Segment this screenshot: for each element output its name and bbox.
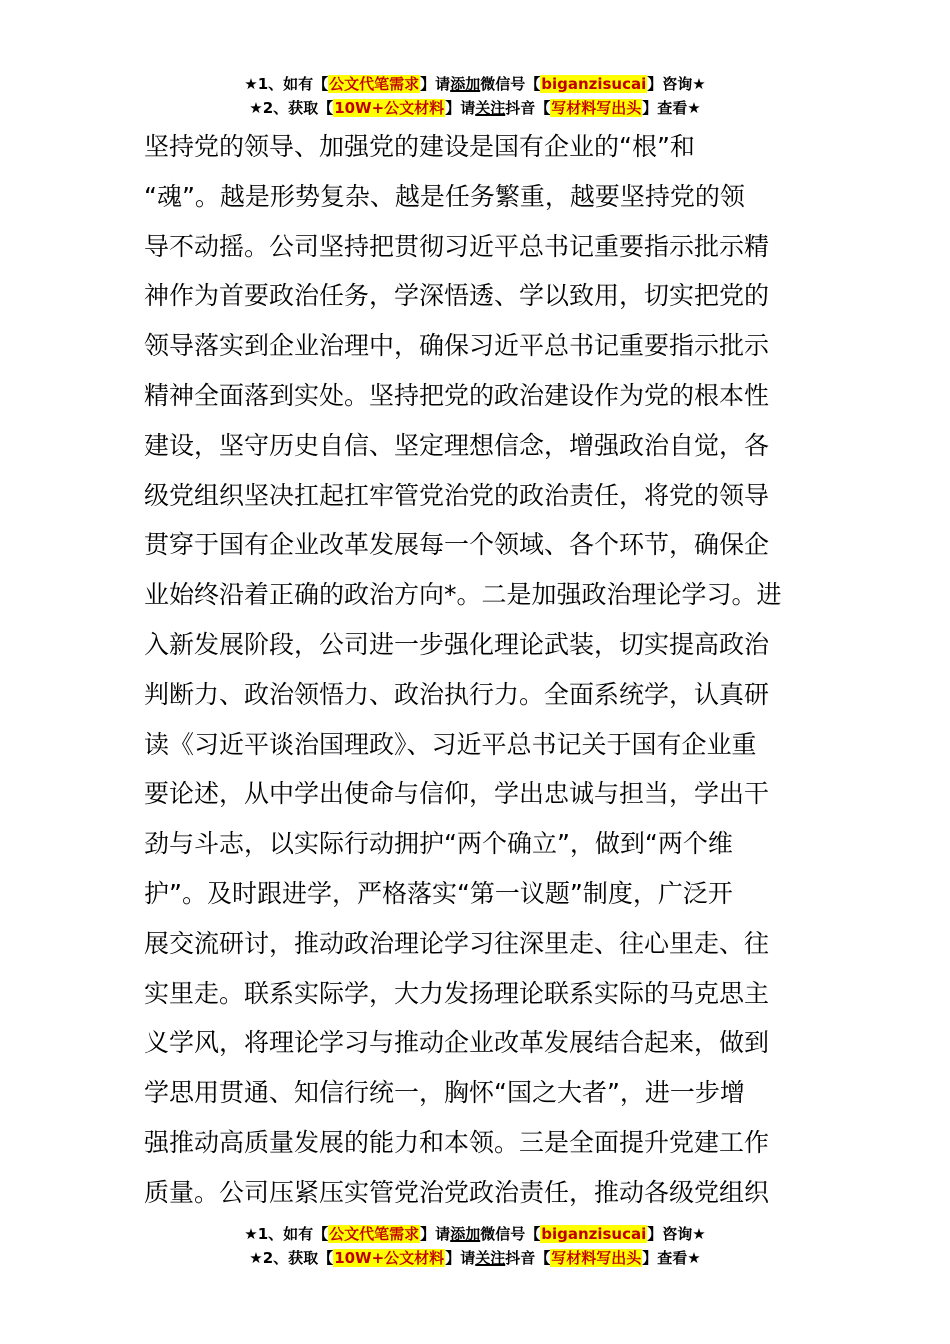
body-line: 神作为首要政治任务，学深悟透、学以致用，切实把党的 [144, 281, 770, 311]
body-line: 读《习近平谈治国理政》、习近平总书记关于国有企业重 [144, 729, 757, 759]
underlined-follow: 关注 [475, 99, 506, 117]
body-line: 强推动高质量发展的能力和本领。三是全面提升党建工作 [144, 1127, 770, 1157]
body-line: 业始终沿着正确的政治方向*。二是加强政治理论学习。进 [144, 580, 782, 610]
highlight-wechat-id: biganzisucai [541, 75, 647, 93]
banner-text: ★2、获取【 [249, 99, 334, 117]
banner-text: 】咨询★ [647, 75, 706, 93]
banner-text: 】查看★ [642, 1249, 701, 1267]
banner-text: 】请 [420, 75, 451, 93]
body-line: 义学风，将理论学习与推动企业改革发展结合起来，做到 [144, 1028, 770, 1058]
body-line: 实里走。联系实际学，大力发扬理论联系实际的马克思主 [144, 978, 770, 1008]
body-line: 要论述，从中学出使命与信仰，学出忠诚与担当，学出干 [144, 779, 770, 809]
banner-line-consult [0, 1222, 950, 1246]
banner-text: ★1、如有【 [244, 1225, 329, 1243]
body-line: 建设，坚守历史自信、坚定理想信念，增强政治自觉，各 [144, 430, 770, 460]
highlight-service: 公文代笔需求 [329, 75, 420, 93]
body-line: 质量。公司压紧压实管党治党政治责任，推动各级党组织 [144, 1177, 770, 1207]
body-line: 判断力、政治领悟力、政治执行力。全面系统学，认真研 [144, 679, 770, 709]
banner-line-follow [0, 96, 950, 120]
underlined-add: 添加 [450, 75, 481, 93]
body-line: 入新发展阶段，公司进一步强化理论武装，切实提高政治 [144, 629, 770, 659]
highlight-service: 公文代笔需求 [329, 1225, 420, 1243]
highlight-douyin-account: 写材料写出头 [551, 99, 642, 117]
body-line: 劲与斗志，以实际行动拥护“两个确立”，做到“两个维 [144, 829, 733, 859]
body-line: 坚持党的领导、加强党的建设是国有企业的“根”和 [144, 132, 695, 161]
body-line: “魂”。越是形势复杂、越是任务繁重，越要坚持党的领 [144, 181, 745, 211]
banner-line-consult [0, 72, 950, 96]
document-body [144, 122, 808, 1218]
body-line: 展交流研讨，推动政治理论学习往深里走、往心里走、往 [144, 928, 770, 958]
body-line: 级党组织坚决扛起扛牢管党治党的政治责任，将党的领导 [144, 480, 770, 510]
body-line: 学思用贯通、知信行统一，胸怀“国之大者”，进一步增 [144, 1078, 745, 1108]
banner-text: 】请 [445, 1249, 476, 1267]
body-line: 导不动摇。公司坚持把贯彻习近平总书记重要指示批示精 [144, 231, 770, 261]
body-line: 护”。及时跟进学，严格落实“第一议题”制度，广泛开 [144, 878, 733, 908]
banner-text: ★2、获取【 [249, 1249, 334, 1267]
body-line: 领导落实到企业治理中，确保习近平总书记重要指示批示 [144, 331, 770, 361]
banner-text: 】请 [445, 99, 476, 117]
footer-banner [0, 1222, 950, 1270]
banner-text: 抖音【 [505, 1249, 551, 1267]
banner-text: 抖音【 [505, 99, 551, 117]
body-line: 精神全面落到实处。坚持把党的政治建设作为党的根本性 [144, 380, 770, 410]
body-line: 贯穿于国有企业改革发展每一个领域、各个环节，确保企 [144, 530, 770, 560]
banner-text: 】咨询★ [647, 1225, 706, 1243]
banner-text: ★1、如有【 [244, 75, 329, 93]
highlight-materials: 10W+公文材料 [334, 1249, 445, 1267]
banner-text: 】查看★ [642, 99, 701, 117]
highlight-douyin-account: 写材料写出头 [551, 1249, 642, 1267]
banner-text: 微信号【 [480, 1225, 541, 1243]
banner-text: 】请 [420, 1225, 451, 1243]
header-banner [0, 72, 950, 120]
banner-line-follow [0, 1246, 950, 1270]
banner-text: 微信号【 [480, 75, 541, 93]
underlined-add: 添加 [450, 1225, 481, 1243]
highlight-wechat-id: biganzisucai [541, 1225, 647, 1243]
underlined-follow: 关注 [475, 1249, 506, 1267]
highlight-materials: 10W+公文材料 [334, 99, 445, 117]
